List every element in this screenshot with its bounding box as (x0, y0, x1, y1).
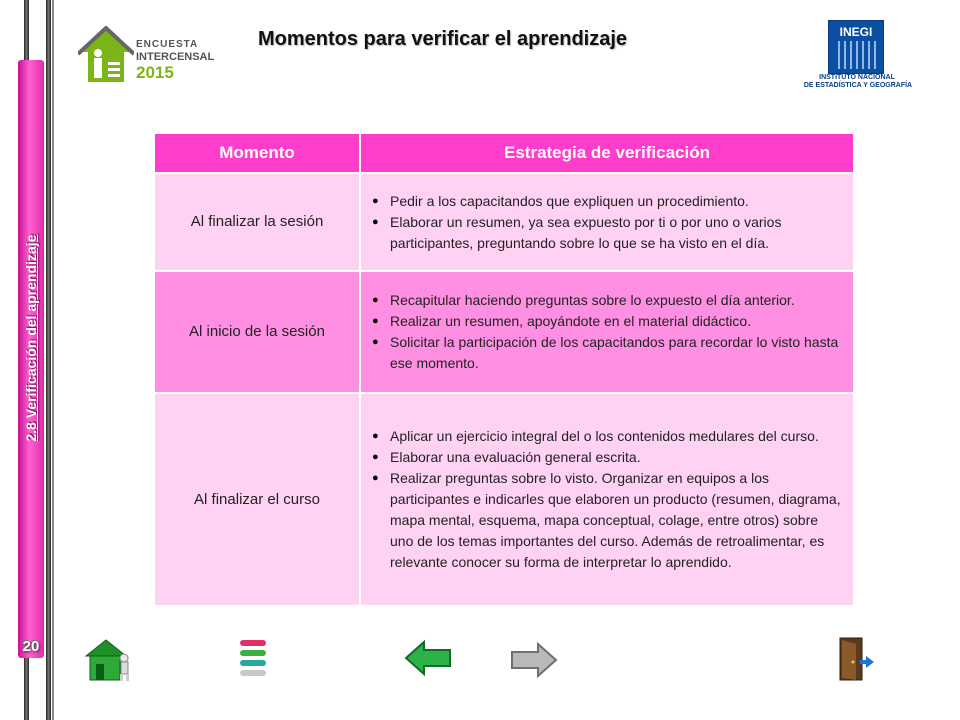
page-title: Momentos para verificar el aprendizaje (258, 28, 628, 50)
list-item: ● Realizar preguntas sobre lo visto. Organizar en equipos a los participantes e indicarles que elaboren un producto (resumen, diagrama, mapa mental, esquema, mapa conceptual, colage, entre otros) sobre uno de los temas importantes del curso. Además de retroalimentar, es relevante conocer su forma de interpretar lo aprendido. (390, 468, 842, 573)
left-rail-thin (52, 0, 54, 720)
logo-text-line3: 2015 (136, 63, 174, 82)
list-item: ● Elaborar un resumen, ya sea expuesto por ti o por uno o varios participantes, preguntando sobre lo que se ha visto en el día. (390, 212, 842, 254)
inegi-name-line1: INSTITUTO NACIONAL (819, 74, 895, 81)
column-header-moment: Momento (155, 134, 360, 173)
menu-icon (238, 636, 268, 682)
verification-table (155, 134, 853, 605)
inegi-word: INEGI (839, 25, 873, 39)
page-number: 20 (22, 638, 40, 655)
moment-cell: Al finalizar la sesión (155, 173, 360, 271)
exit-button[interactable] (836, 636, 876, 682)
moment-cell: Al inicio de la sesión (155, 271, 360, 393)
strategy-cell (360, 271, 853, 393)
exit-door-icon (836, 636, 876, 682)
house-logo-icon (78, 26, 134, 88)
arrow-left-icon (404, 636, 454, 682)
list-item: ● Recapitular haciendo preguntas sobre lo expuesto el día anterior. (390, 290, 842, 311)
table-row (155, 271, 853, 393)
column-header-strategy: Estrategia de verificación (360, 134, 853, 173)
logo-text-line1: ENCUESTA (136, 39, 199, 50)
inegi-logo (798, 18, 918, 92)
home-button[interactable] (84, 636, 134, 682)
inegi-grid-pattern (834, 41, 878, 69)
inegi-emblem (828, 20, 884, 74)
menu-button[interactable] (238, 636, 268, 682)
strategy-cell (360, 173, 853, 271)
section-label: 2.8 Verificación del aprendizaje (23, 234, 39, 442)
strategy-cell (360, 393, 853, 605)
inegi-name-line2: DE ESTADÍSTICA Y GEOGRAFÍA (803, 82, 913, 89)
list-item: ● Elaborar una evaluación general escrita. (390, 447, 842, 468)
logo-text-line2: INTERCENSAL (136, 51, 215, 63)
list-item: ● Aplicar un ejercicio integral del o los contenidos medulares del curso. (390, 426, 842, 447)
strategy-list (362, 284, 852, 380)
home-icon (84, 636, 134, 682)
list-item: ● Pedir a los capacitandos que expliquen un procedimiento. (390, 191, 842, 212)
table-header-row (155, 134, 853, 173)
back-button[interactable] (404, 636, 454, 682)
arrow-right-icon (508, 636, 558, 682)
table-row (155, 173, 853, 271)
strategy-list (362, 185, 852, 260)
strategy-list (362, 420, 852, 579)
list-item: ● Realizar un resumen, apoyándote en el material didáctico. (390, 311, 842, 332)
encuesta-intercensal-logo (78, 26, 228, 88)
moment-cell: Al finalizar el curso (155, 393, 360, 605)
left-rail (46, 0, 51, 720)
forward-button[interactable] (508, 636, 558, 682)
list-item: ● Solicitar la participación de los capacitandos para recordar lo visto hasta ese momento. (390, 332, 842, 374)
table-row (155, 393, 853, 605)
